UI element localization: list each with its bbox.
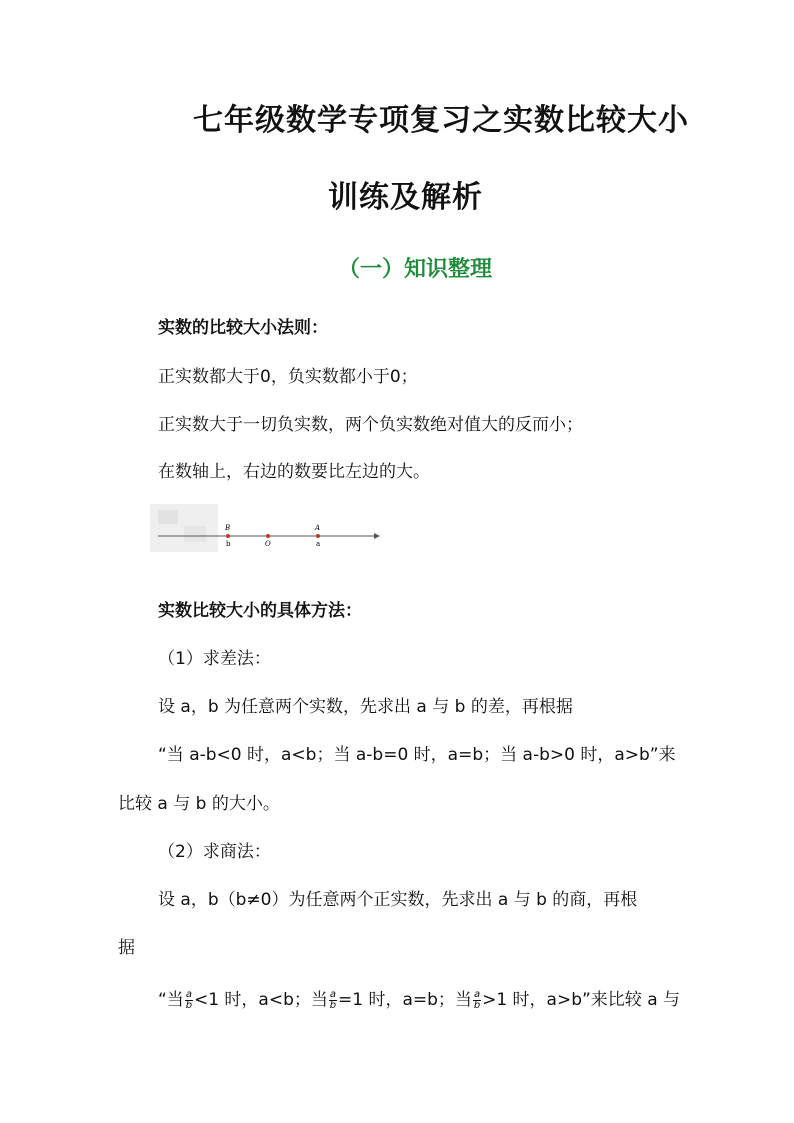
fraction-denominator: b bbox=[185, 999, 193, 1011]
point-a bbox=[316, 534, 320, 538]
label-origin: O bbox=[265, 540, 271, 548]
label-a-upper: A bbox=[315, 524, 321, 532]
label-b-lower: b bbox=[226, 540, 231, 548]
fraction-a-over-b bbox=[329, 990, 337, 1011]
number-line-figure bbox=[148, 500, 388, 556]
section-heading: （一）知识整理 bbox=[338, 257, 493, 282]
label-b-upper: B bbox=[225, 524, 231, 532]
quot-seg-4: >1 时，a>b”来比较 a 与 bbox=[482, 990, 681, 1010]
title-line-1: 七年级数学专项复习之实数比较大小 bbox=[193, 103, 689, 138]
rules-line-1: 正实数都大于0，负实数都小于0； bbox=[158, 367, 418, 387]
point-o bbox=[266, 534, 270, 538]
label-a-lower: a bbox=[316, 540, 321, 548]
point-b bbox=[226, 534, 230, 538]
method-diff-line-1: 设 a，b 为任意两个实数，先求出 a 与 b 的差，再根据 bbox=[158, 697, 573, 717]
fraction-a-over-b bbox=[185, 990, 193, 1011]
quot-seg-1: “当 bbox=[158, 990, 184, 1010]
method-quot-label: （2）求商法： bbox=[158, 842, 271, 862]
fraction-numerator: a bbox=[329, 988, 337, 1000]
methods-heading: 实数比较大小的具体方法： bbox=[158, 601, 362, 621]
rules-line-2: 正实数大于一切负实数，两个负实数绝对值大的反而小； bbox=[158, 415, 583, 435]
arrow-head-icon bbox=[374, 533, 380, 539]
fraction-numerator: a bbox=[473, 988, 481, 1000]
method-quot-line-2: 据 bbox=[118, 938, 135, 958]
method-diff-line-2: “当 a-b<0 时，a<b；当 a-b=0 时，a=b；当 a-b>0 时，a>b”来 bbox=[158, 745, 676, 765]
title-line-2: 训练及解析 bbox=[328, 180, 483, 215]
quot-seg-3: =1 时，a=b；当 bbox=[338, 990, 472, 1010]
method-diff-line-3: 比较 a 与 b 的大小。 bbox=[118, 794, 280, 814]
method-quot-line-3 bbox=[158, 985, 680, 1011]
fraction-denominator: b bbox=[329, 999, 337, 1011]
method-diff-label: （1）求差法： bbox=[158, 649, 271, 669]
quot-seg-2: <1 时，a<b；当 bbox=[193, 990, 328, 1010]
fraction-a-over-b bbox=[473, 990, 481, 1011]
rules-heading: 实数的比较大小法则： bbox=[158, 318, 328, 338]
rules-line-3: 在数轴上，右边的数要比左边的大。 bbox=[158, 462, 430, 482]
method-quot-line-1: 设 a，b（b≠0）为任意两个正实数，先求出 a 与 b 的商，再根 bbox=[158, 890, 638, 910]
fraction-denominator: b bbox=[473, 999, 481, 1011]
fraction-numerator: a bbox=[185, 988, 192, 1000]
